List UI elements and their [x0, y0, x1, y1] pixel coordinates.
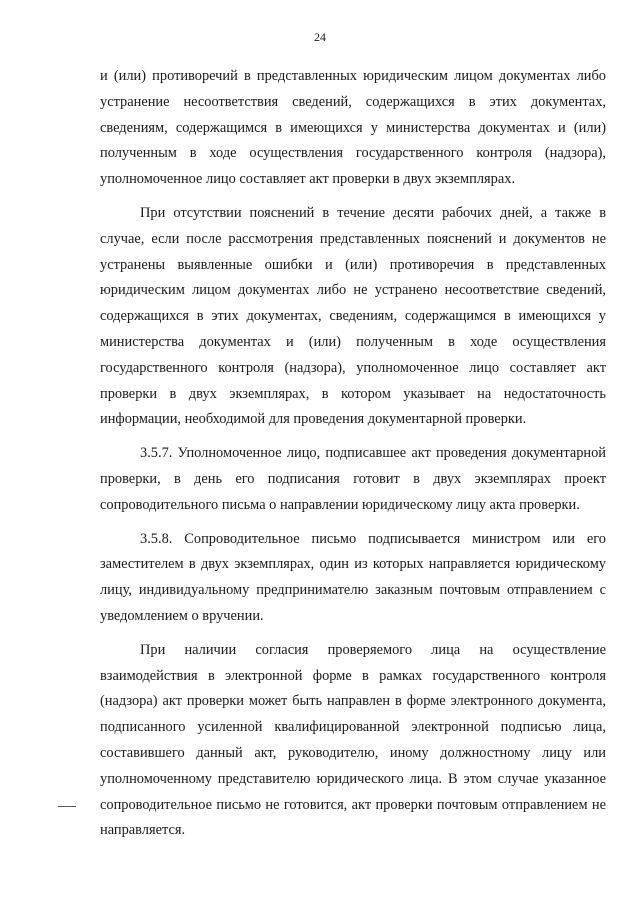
paragraph-3-5-8: 3.5.8. Сопроводительное письмо подписывается министром или его заместителем в двух экземплярах, один из которых направляется юридическому лицу, индивидуальному предпринимателю заказным почтовым отправлением с уведомлением о вручении.: [100, 530, 606, 624]
paragraph-3-5-7: 3.5.7. Уполномоченное лицо, подписавшее акт проведения документарной проверки, в день его подписания готовит в двух экземплярах проект сопроводительного письма о направлении юридическому лицу акта проверки.: [100, 445, 606, 513]
margin-mark: [58, 806, 76, 807]
page-number: 24: [314, 30, 326, 44]
paragraph-continuation: и (или) противоречий в представленных юридическим лицом документах либо устранение несоответствия сведений, содержащихся в этих документах, сведениям, содержащимся в имеющихся у министерства документах и (или) полученным в ходе осуществления государственного контроля (надзора), уполномоченное лицо составляет акт проверки в двух экземплярах.: [100, 68, 606, 188]
document-body: [100, 64, 606, 852]
paragraph-electronic-form: При наличии согласия проверяемого лица на осуществление взаимодействия в электронной форме в рамках государственного контроля (надзора) акт проверки может быть направлен в форме электронного документа, подписанного усиленной квалифицированной электронной подписью лица, составившего данный акт, руководителю, иному должностному лицу или уполномоченному представителю юридического лица. В этом случае указанное сопроводительное письмо не готовится, акт проверки почтовым отправлением не направляется.: [100, 641, 606, 839]
paragraph-no-explanations: При отсутствии пояснений в течение десяти рабочих дней, а также в случае, если после рассмотрения представленных пояснений и документов не устранены выявленные ошибки и (или) противоречия в представленных юридическим лицом документах либо не устранено несоответствие сведений, содержащихся в этих документах, сведениям, содержащимся в имеющихся у министерства документах и (или) полученным в ходе осуществления государственного контроля (надзора), уполномоченное лицо составляет акт проверки в двух экземплярах, в котором указывает на недостаточность информации, необходимой для проведения документарной проверки.: [100, 204, 606, 428]
